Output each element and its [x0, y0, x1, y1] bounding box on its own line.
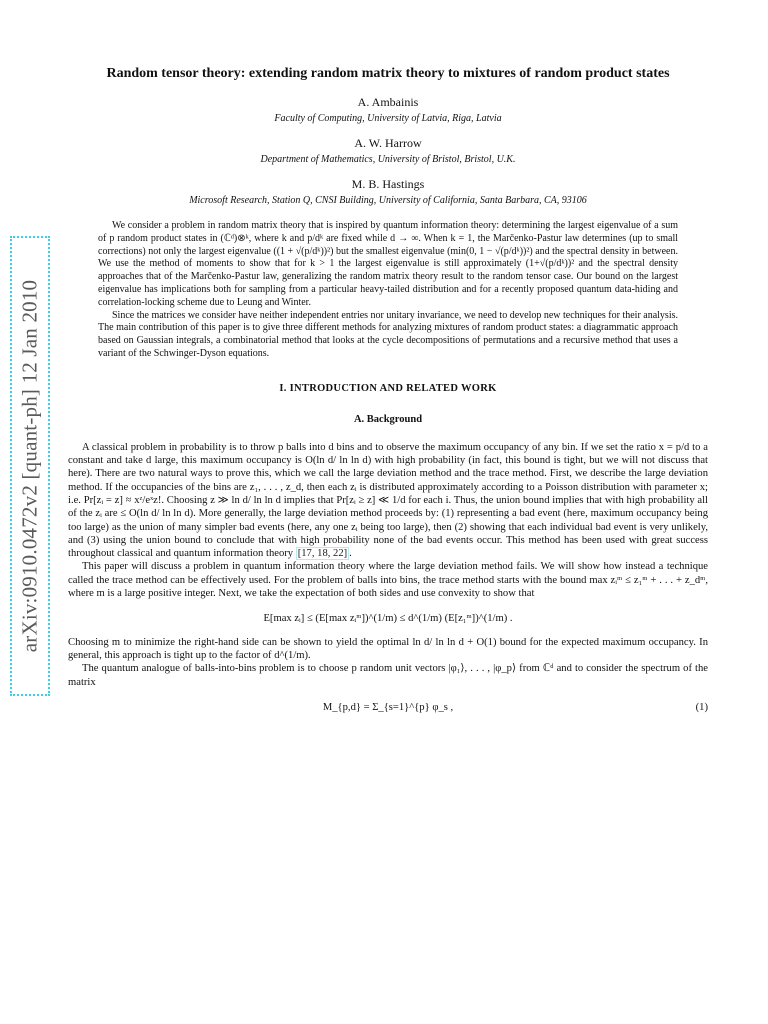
paragraph-end: . — [349, 548, 352, 560]
abstract-paragraph: Since the matrices we consider have neither independent entries nor unitary invariance, we need to develop new techniques for their analysis. The main contribution of this paper is to give three different methods for analyzing mixtures of random product states: a diagrammatic approach based on Gaussian integrals, a combinatorial method that looks at the cycle decompositions of permutations and a recursive method that uses a variant of the Schwinger-Dyson equations. — [98, 309, 678, 359]
citation-link[interactable]: [17, 18, 22] — [297, 548, 348, 560]
abstract-paragraph: We consider a problem in random matrix theory that is inspired by quantum information theory: determining the largest eigenvalue of a sum of p random product states in (ℂᵈ)⊗ᵏ, where k and p/dᵏ are fixed while d → ∞. When k = 1, the Marčenko-Pastur law determines (up to small corrections) not only the largest eigenvalue ((1 + √(p/dᵏ))²) but the smallest eigenvalue (min(0, 1 − √(p/dᵏ))²) and the spectral density in between. We use the method of moments to show that for k > 1 the largest eigenvalue is still approximately (1+√(p/dᵏ))² and the spectral density approaches that of the Marčenko-Pastur law, generalizing the random matrix theory result to the random tensor case. Our bound on the largest eigenvalue has implications both for sampling from a particular heavy-tailed distribution and for a recently proposed quantum data-hiding and correlation-locking scheme due to Leung and Winter. — [98, 220, 678, 308]
author-affiliation: Department of Mathematics, University of Bristol, Bristol, U.K. — [260, 154, 516, 165]
equation-number: (1) — [695, 701, 708, 713]
body-paragraph: The quantum analogue of balls-into-bins problem is to choose p random unit vectors |φ₁⟩, . . . , |φ_p⟩ from ℂᵈ and to consider the spectrum of the matrix — [68, 663, 708, 688]
body-paragraph: This paper will discuss a problem in quantum information theory where the large deviation method fails. We will show how instead a technique called the trace method can be effectively used. For the problem of balls into bins, the trace method starts with the bound max zᵢᵐ ≤ z₁ᵐ + . . . + z_dᵐ, where m is a large positive integer. Next, we take the expectation of both sides and use convexity to show that — [68, 561, 708, 600]
body-paragraph: Choosing m to minimize the right-hand side can be shown to yield the optimal ln d/ ln ln d + O(1) bound for the expected maximum occupancy. In general, this approach is tight up to the factor of d^(1/m). — [68, 636, 708, 661]
abstract — [98, 220, 678, 361]
equation-content: E[max zᵢ] ≤ (E[max zᵢᵐ])^(1/m) ≤ d^(1/m) (E[z₁ᵐ])^(1/m) . — [263, 613, 513, 625]
author-name: A. Ambainis — [357, 95, 419, 109]
equation — [68, 612, 708, 625]
arxiv-sidebar — [10, 236, 50, 696]
equation-content: M_{p,d} = Σ_{s=1}^{p} φ_s , — [322, 701, 454, 713]
author-affiliation: Faculty of Computing, University of Latvia, Riga, Latvia — [274, 113, 502, 124]
arxiv-id: arXiv:0910.0472v2 [quant-ph] 12 Jan 2010 — [17, 279, 42, 653]
body-text — [68, 441, 708, 714]
section-heading: I. INTRODUCTION AND RELATED WORK — [279, 382, 497, 394]
subsection-heading: A. Background — [353, 413, 423, 425]
author-name: M. B. Hastings — [351, 177, 425, 191]
author-name: A. W. Harrow — [354, 136, 422, 150]
equation-numbered — [68, 701, 708, 714]
paragraph-text: A classical problem in probability is to throw p balls into d bins and to observe the maximum occupancy of any bin. If we set the ratio x = p/d to a constant and take d large, this maximum occupancy is O(ln d/ ln ln d) with high probability (in fact, this bound is tight, but we will not discuss that here). There are two natural ways to prove this, which we call the large deviation method and the trace method. First, we describe the large deviation method. If the occupancies of the bins are z₁, . . . , z_d, then each zᵢ is distributed approximately according to a Poisson distribution with parameter x; i.e. Pr[zᵢ = z] ≈ xᶻ/eˣz!. Choosing z ≫ ln d/ ln ln d implies that Pr[zᵢ ≥ z] ≪ 1/d for each i. Thus, the union bound implies that with high probability all of the zᵢ are ≤ O(ln d/ ln ln d). More generally, the large deviation method proceeds by: (1) representing a bad event (here, maximum occupancy being too large) as the union of many simpler bad events (here, any one zᵢ being too large), then (2) showing that each individual bad event is very unlikely, and (3) using the union bound to conclude that with high probability none of the bad events occur. This method has been used with great success throughout classical and quantum information theory — [68, 441, 708, 560]
body-paragraph — [68, 441, 708, 561]
paper-title: Random tensor theory: extending random matrix theory to mixtures of random product states — [106, 66, 670, 81]
author-affiliation: Microsoft Research, Station Q, CNSI Building, University of California, Santa Barbara, CA, 93106 — [189, 195, 587, 206]
paper-page — [68, 60, 708, 724]
